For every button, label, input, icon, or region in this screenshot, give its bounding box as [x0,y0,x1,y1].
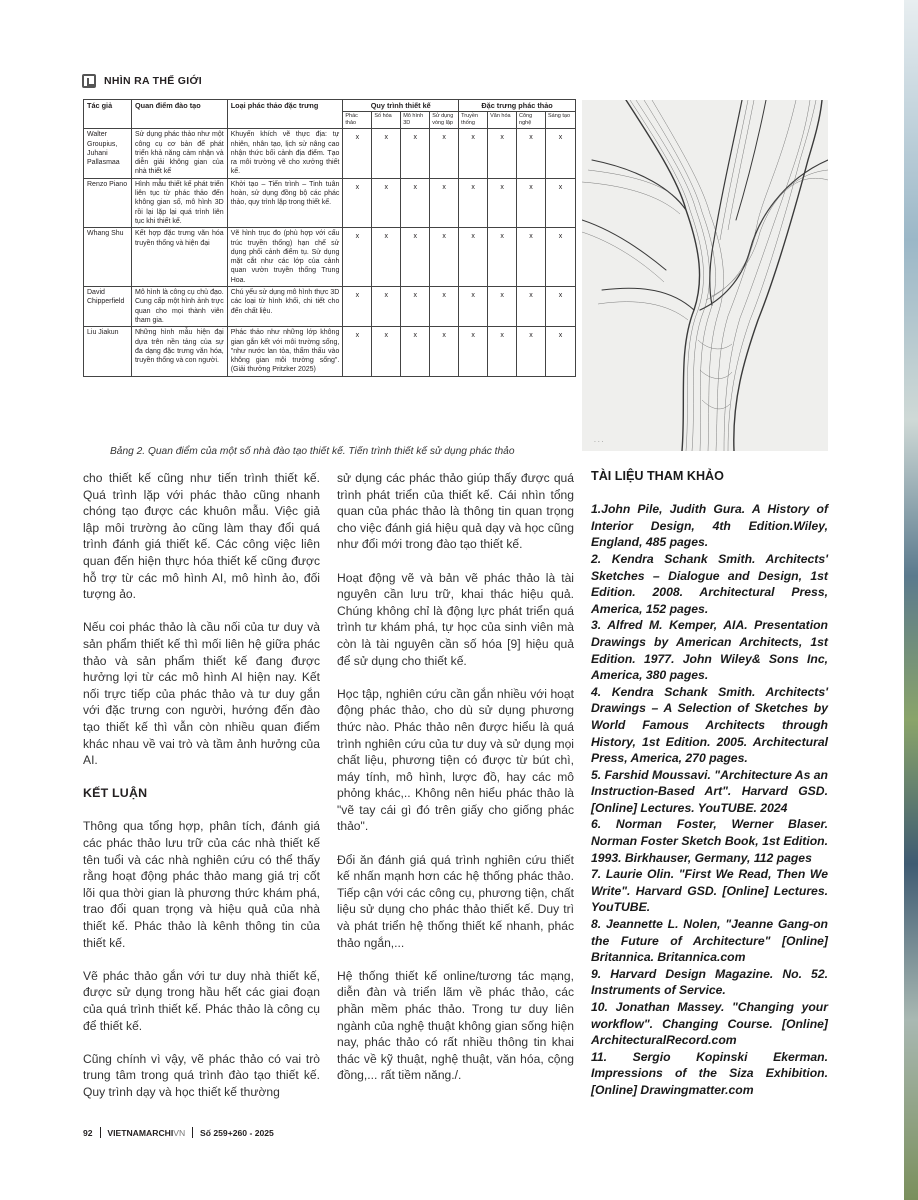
text-column-1 [83,470,320,1117]
mark-cell: x [459,228,488,287]
section-mark-icon [82,74,96,88]
mark-cell: x [372,327,401,376]
page-footer [83,1127,274,1138]
mark-cell: x [372,129,401,178]
footer-divider [100,1127,101,1138]
col-feature-group-header: Đặc trưng phác thảo [459,100,576,112]
mark-cell: x [546,129,576,178]
table-row [84,327,576,376]
paragraph: cho thiết kế cũng như tiến trình thiết kế. Quá trình lặp với phác thảo cũng nhanh chóng tạo được các khuôn mẫu. Việc giả lập môi trường ảo cũng làm thay đổi quá trình đánh giá thiết kế. Các công việc liên quan đến hiện thực hóa thiết kế cũng được hỗ trợ từ các mô hình AI, mô hình ảo, đối tượng ảo. [83,471,320,602]
author-cell: David Chipperfield [84,287,132,327]
paragraph: Đổi ăn đánh giá quá trình nghiên cứu thiết kế nhấn mạnh hơn các hệ thống phác thảo. Tiếp cận với các công cụ, phương tiện, chất liệu sử dụng cho phác thảo thiết kế. Duy trì và phát triển hệ thống thiết kế nhanh, phác thảo ngắn,... [337,852,574,950]
footer-divider [192,1127,193,1138]
subcol-header: Số hóa [372,112,401,129]
tree-sketch-image [582,100,828,451]
issue-number: Số 259+260 - 2025 [200,1127,274,1138]
col-process-group-header: Quy trình thiết kế [343,100,459,112]
subcol-header: Văn hóa [488,112,517,129]
reference-item: 4. Kendra Schank Smith. Architects' Drawings – A Selection of Sketches by World Famous Architects through History, 1st Edition. 2005. Architectural Press, America, 270 pages. [591,684,828,766]
sketch-type-cell: Phác thảo như những lớp không gian gắn kết với môi trường sống, "như nước lan tỏa, thấm thấu vào không gian môi trường sống". (Giải thưởng Pritzker 2025) [227,327,343,376]
brand-name: VIETNAMARCHI [107,1127,174,1138]
mark-cell: x [546,178,576,227]
mark-cell: x [488,129,517,178]
table-row [84,178,576,227]
paragraph: Hệ thống thiết kế online/tương tác mạng, diễn đàn và triển lãm về phác thảo, các phần mềm phác thảo. Trong tư duy liên ngành của nghệ thuật không gian sống hiện nay, phác thảo có rất nhiều thông tin khai thác về kỹ thuật, nghệ thuật, văn hóa, cộng đồng,... rất tiềm năng./. [337,968,574,1083]
reference-item: 10. Jonathan Massey. "Changing your workflow". Changing Course. [Online] ArchitecturalRecord.com [591,1000,828,1048]
mark-cell: x [459,178,488,227]
sketch-type-cell: Vẽ hình trục đo (phù hợp với cấu trúc truyền thống) hạn chế sử dụng phối cảnh điểm tụ. Sử dụng mặt cắt như các lớp của cảnh quan vườn truyền thống Trung Hoa. [227,228,343,287]
mark-cell: x [517,129,546,178]
mark-cell: x [343,129,372,178]
mark-cell: x [401,129,430,178]
subcol-header: Sáng tạo [546,112,576,129]
section-label: NHÌN RA THẾ GIỚI [104,75,202,87]
mark-cell: x [517,287,546,327]
mark-cell: x [401,287,430,327]
right-edge-photo-strip [904,0,918,1200]
reference-item: 2. Kendra Schank Smith. Architects' Sketches – Dialogue and Design, 1st Edition. 2008. Architectural Press, America, 152 pages. [591,551,828,616]
sketch-type-cell: Khởi tạo – Tiến trình – Tinh tuân hoàn, sử dụng đồng bộ các phác thảo, quy trình lặp trong thiết kế. [227,178,343,227]
paragraph: Vẽ phác thảo gắn với tư duy nhà thiết kế, được sử dụng trong hầu hết các giai đoạn của quá trình thiết kế. Phác thảo là công cụ để thiết kế. [83,968,320,1033]
paragraph: sử dụng các phác thảo giúp thấy được quá trình phát triển của thiết kế. Cái nhìn tổng quan của phác thảo là thông tin quan trọng cho việc đánh giá hiệu quả dạy và học cũng như đổi mới trong đào tạo thiết kế. [337,471,574,552]
reference-item: 6. Norman Foster, Werner Blaser. Norman Foster Sketch Book, 1st Edition. 1993. Birkhauser, Germany, 112 pages [591,817,828,865]
references-list [591,501,828,1098]
tree-sketch-drawing [582,100,828,451]
mark-cell: x [372,228,401,287]
subcol-header: Công nghệ [517,112,546,129]
paragraph: Học tập, nghiên cứu cần gắn nhiều với hoạt động phác thảo, cho dù sử dụng phương thức nào. Phác thảo nên được hiểu là quá trình nghiên cứu của tư duy và sử dụng mọi chất liệu, phương tiện có được từ bút chì, máy tính, mô hình, lược đồ, hay các mô phỏng khác,.. Không nên hiểu phác thảo là "vẽ tay cái gì đó trên giấy cho giống phác thảo". [337,686,574,834]
author-cell: Liu Jiakun [84,327,132,376]
author-cell: Renzo Piano [84,178,132,227]
mark-cell: x [430,327,459,376]
reference-item: 9. Harvard Design Magazine. No. 52. Instruments of Service. [591,966,828,998]
paragraph: Cũng chính vì vậy, vẽ phác thảo có vai trò trung tâm trong quá trình đào tạo thiết kế. Quy trình dạy và học thiết kế thường [83,1051,320,1099]
table-row [84,228,576,287]
references-title: TÀI LIỆU THAM KHẢO [591,469,724,483]
references-section [591,468,828,1099]
author-cell: Whang Shu [84,228,132,287]
text-column-2 [337,470,574,1101]
table-caption: Bảng 2. Quan điểm của một số nhà đào tạo thiết kế. Tiến trình thiết kế sử dụng phác thảo [110,446,515,457]
paragraph: Nếu coi phác thảo là cầu nối của tư duy và sản phẩm thiết kế thì mối liên hệ giữa phác thảo và sản phẩm thiết kế đang được hưởng lợi từ các mô hình AI hiện nay. Kết nối trực tiếp của phác thảo và tư duy gắn với đặc trưng con người, hướng đến đào tạo thiết kế thì vẫn còn nhiều quan điểm khác nhau về vai trò và tầm ảnh hưởng của AI. [83,620,320,768]
mark-cell: x [372,287,401,327]
author-cell: Walter Groupius, Juhani Pallasmaa [84,129,132,178]
mark-cell: x [546,327,576,376]
mark-cell: x [546,287,576,327]
mark-cell: x [372,178,401,227]
reference-item: 11. Sergio Kopinski Ekerman. Impressions of the Siza Exhibition.[Online] Drawingmatter.com [591,1049,828,1097]
col-sketch-type-header: Loại phác thảo đặc trưng [227,100,343,129]
training-table [83,99,576,377]
table-row [84,129,576,178]
reference-item: 3. Alfred M. Kemper, AIA. Presentation Drawings by American Architects, 1st Edition. 1977. John Wiley& Sons Inc, America, 380 pages. [591,618,828,683]
training-cell: Những hình mẫu hiện đại dựa trên nền tảng của sự đa dạng đặc trưng văn hóa, truyền thống và con người. [131,327,227,376]
paragraph: Hoạt động vẽ và bản vẽ phác thảo là tài nguyên cần lưu trữ, khai thác hiệu quả. Chúng không chỉ là động lực phát triển quá trình tư khám phá, tự học của sinh viên mà còn là tài nguyên cần số hóa [9] hiệu quả để sử dụng cho thiết kế. [337,570,574,668]
mark-cell: x [517,327,546,376]
mark-cell: x [430,178,459,227]
mark-cell: x [459,287,488,327]
mark-cell: x [401,327,430,376]
mark-cell: x [488,228,517,287]
table-row [84,287,576,327]
mark-cell: x [488,178,517,227]
mark-cell: x [488,287,517,327]
subcol-header: Mô hình 3D [401,112,430,129]
col-author-header: Tác giả [84,100,132,129]
training-cell: Kết hợp đặc trưng văn hóa truyền thống và hiện đại [131,228,227,287]
training-cell: Mô hình là công cụ chủ đạo. Cung cấp một hình ảnh trực quan cho mọi thành viên tham gia. [131,287,227,327]
mark-cell: x [430,228,459,287]
training-cell: Sử dụng phác thảo như một công cụ cơ bản để phát triển khả năng cảm nhận và diễn giải không gian của nhà thiết kế [131,129,227,178]
mark-cell: x [517,228,546,287]
mark-cell: x [430,287,459,327]
mark-cell: x [430,129,459,178]
brand-suffix: VN [173,1127,186,1138]
section-header [82,70,202,92]
mark-cell: x [343,327,372,376]
subcol-header: Sử dụng vòng lặp [430,112,459,129]
footer-brand [107,1128,185,1138]
subcol-header: Truyền thống [459,112,488,129]
mark-cell: x [459,327,488,376]
subcol-header: Phác thảo [343,112,372,129]
reference-item: 1.John Pile, Judith Gura. A History of Interior Design, 4th Edition.Wiley, England, 485 pages. [591,502,828,550]
paragraph: Thông qua tổng hợp, phân tích, đánh giá các phác thảo lưu trữ của các nhà thiết kế tên tuổi và các nhà nghiên cứu có thể thấy rằng hoạt động phác thảo mang giá trị cốt lõi qua thời gian là phương thức khám phá, trao đổi quan trọng và hiệu quả của nhà thiết kế. Phác thảo là kênh thông tin của thiết kế. [83,819,320,950]
reference-item: 7. Laurie Olin. "First We Read, Then We Write". Harvard GSD. [Online] Lectures. YouTUBE. [591,867,828,915]
sketch-type-cell: Chú yếu sử dụng mô hình thực 3D các loại từ hình khối, chi tiết cho đến chất liệu. [227,287,343,327]
mark-cell: x [343,287,372,327]
page-number: 92 [83,1127,93,1138]
reference-item: 8. Jeannette L. Nolen, "Jeanne Gang-on the Future of Architecture" [Online] Britannica. Britannica.com [591,917,828,965]
mark-cell: x [546,228,576,287]
mark-cell: x [343,178,372,227]
mark-cell: x [488,327,517,376]
mark-cell: x [401,228,430,287]
mark-cell: x [401,178,430,227]
conclusion-heading: KẾT LUẬN [83,786,148,801]
col-training-header: Quan điểm đào tạo [131,100,227,129]
training-cell: Hình mẫu thiết kế phát triển liên tục từ phác thảo đến không gian số, mô hình 3D rồi lại lặp lại quá trình liên tục khi thiết kế. [131,178,227,227]
mark-cell: x [459,129,488,178]
mark-cell: x [343,228,372,287]
reference-item: 5. Farshid Moussavi. "Architecture As an Instruction-Based Art". Harvard GSD. [Online] Lectures. YouTUBE. 2024 [591,767,828,815]
svg-text:. . .: . . . [594,437,604,444]
mark-cell: x [517,178,546,227]
sketch-type-cell: Khuyến khích vẽ thực địa: tự nhiên, nhân tạo, lịch sử nâng cao nhận thức bối cảnh địa điểm. Tạo ra môi trường vẽ cho xưởng thiết kế. [227,129,343,178]
